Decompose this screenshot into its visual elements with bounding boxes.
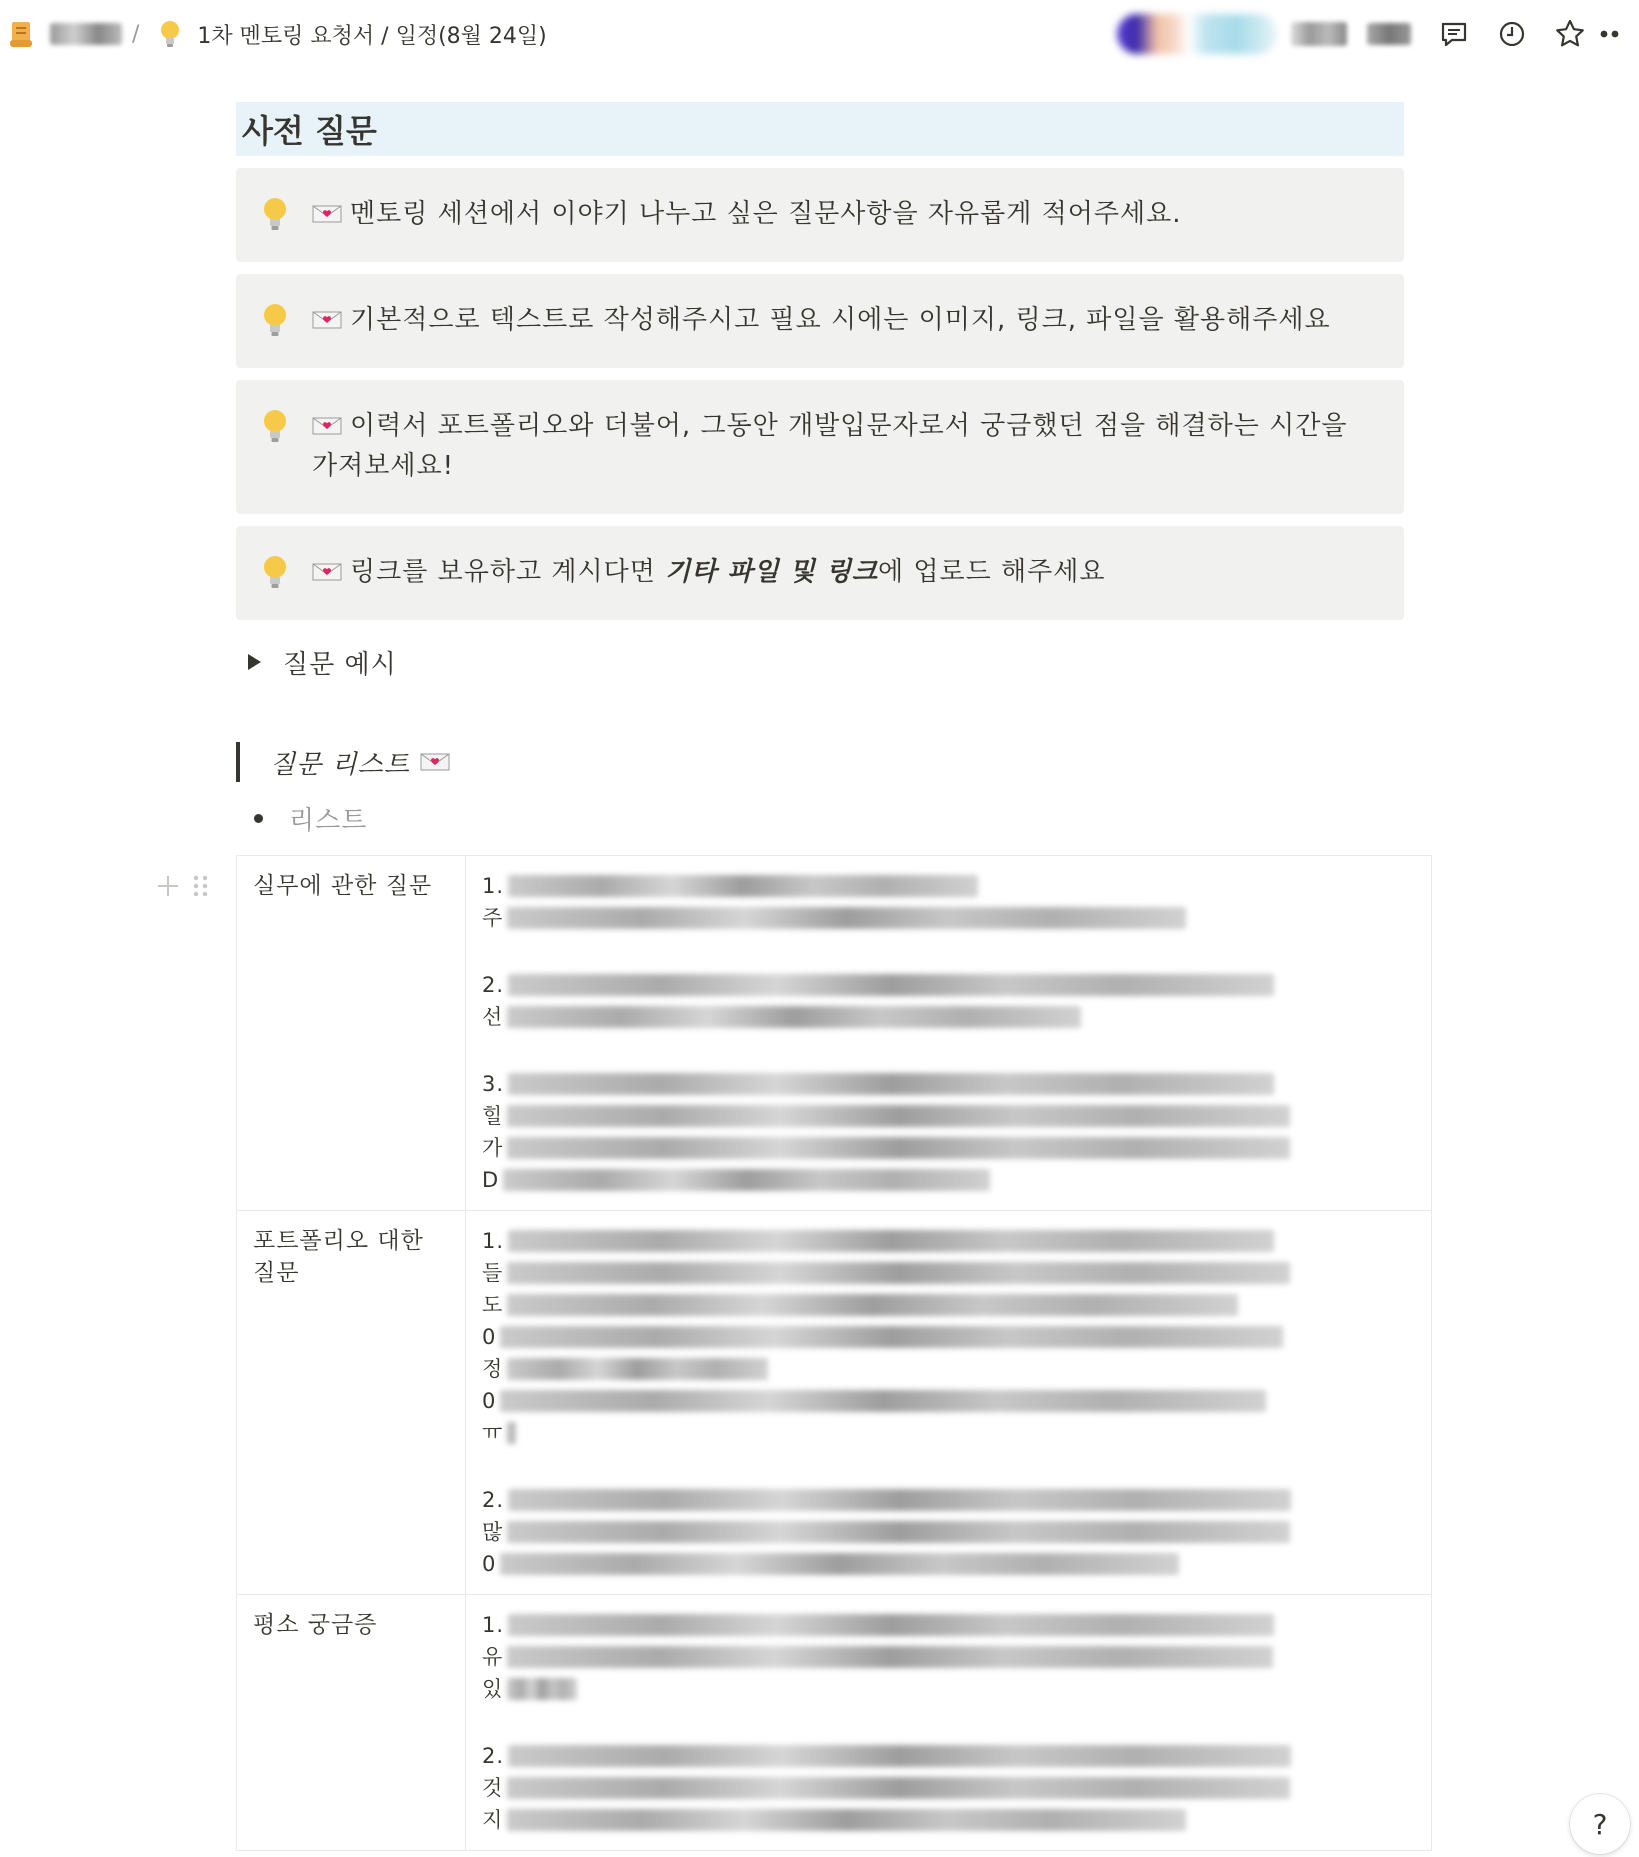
- row-label-cell[interactable]: [237, 856, 466, 1211]
- line-lead-char: 유: [482, 1645, 504, 1669]
- help-button[interactable]: ?: [1570, 1794, 1630, 1854]
- answer-cell[interactable]: [466, 1595, 1432, 1851]
- answer-line: [482, 1001, 1415, 1033]
- table-row: [237, 1211, 1432, 1595]
- line-lead-char: ㅠ: [482, 1421, 504, 1445]
- line-lead-char: 0: [482, 1389, 497, 1413]
- redacted-text: [508, 1073, 1274, 1095]
- redacted-text: [500, 1390, 1266, 1412]
- answer-line: [482, 1417, 1415, 1449]
- callout-4-text-before: 링크를 보유하고 계시다면: [350, 557, 666, 587]
- page-content: [236, 102, 1404, 840]
- love-letter-icon: [312, 416, 342, 436]
- answer-line: [482, 1068, 1415, 1100]
- redacted-text: [508, 875, 978, 897]
- row-label: 평소 궁금증: [253, 1612, 378, 1638]
- collaborator-avatars[interactable]: [1117, 14, 1277, 54]
- question-table: [236, 855, 1432, 1851]
- paragraph-gap: [482, 1705, 1415, 1740]
- history-icon[interactable]: [1483, 10, 1541, 58]
- redacted-text: [508, 1230, 1274, 1252]
- line-lead-char: 1.: [482, 874, 505, 898]
- lightbulb-icon[interactable]: [260, 406, 290, 446]
- section-heading[interactable]: 사전 질문: [236, 102, 1404, 156]
- add-block-icon[interactable]: [154, 872, 182, 900]
- answer-line: [482, 1740, 1415, 1772]
- callout-2-text: 기본적으로 텍스트로 작성해주시고 필요 시에는 이미지, 링크, 파일을 활용해주세요: [350, 305, 1331, 335]
- row-label-cell[interactable]: [237, 1211, 466, 1595]
- love-letter-icon: [312, 204, 342, 224]
- answer-line: [482, 1516, 1415, 1548]
- answer-text: [482, 1609, 1415, 1836]
- block-handle: [154, 872, 212, 900]
- paragraph-gap: [482, 1449, 1415, 1484]
- line-lead-char: 2.: [482, 1488, 505, 1512]
- redacted-text: [508, 1614, 1274, 1636]
- love-letter-icon: [312, 562, 342, 582]
- breadcrumb-separator: /: [132, 21, 140, 47]
- answer-line: [482, 1100, 1415, 1132]
- row-label: 포트폴리오 대한 질문: [253, 1228, 424, 1286]
- callout-2[interactable]: [236, 274, 1404, 368]
- answer-text: [482, 870, 1415, 1196]
- redacted-text: [507, 1809, 1186, 1831]
- answer-line: [482, 1772, 1415, 1804]
- line-lead-char: 2.: [482, 973, 505, 997]
- redacted-text: [507, 1262, 1290, 1284]
- lightbulb-icon[interactable]: [260, 552, 290, 592]
- callout-text: [312, 406, 1374, 486]
- line-lead-char: 0: [482, 1325, 497, 1349]
- line-lead-char: 1.: [482, 1229, 505, 1253]
- answer-line: [482, 1484, 1415, 1516]
- top-bar: [0, 0, 1639, 68]
- answer-line: [482, 1385, 1415, 1417]
- callout-3-text: 이력서 포트폴리오와 더불어, 그동안 개발입문자로서 궁금했던 점을 해결하는 시간을 가져보세요!: [312, 411, 1348, 481]
- answer-line: [482, 1289, 1415, 1321]
- callout-4[interactable]: [236, 526, 1404, 620]
- answer-line: [482, 1804, 1415, 1836]
- toggle-triangle-icon[interactable]: [248, 654, 261, 670]
- answer-line: [482, 969, 1415, 1001]
- lightbulb-icon[interactable]: [260, 300, 290, 340]
- comments-icon[interactable]: [1425, 10, 1483, 58]
- answer-text: [482, 1225, 1415, 1580]
- redacted-text: [507, 1006, 1081, 1028]
- scroll-icon[interactable]: [8, 18, 36, 50]
- line-lead-char: 것: [482, 1776, 504, 1800]
- table-row: [237, 1595, 1432, 1851]
- redacted-text: [507, 1777, 1290, 1799]
- answer-cell[interactable]: [466, 856, 1432, 1211]
- quote-text: 질문 리스트: [270, 749, 410, 780]
- answer-line: [482, 1609, 1415, 1641]
- line-lead-char: 들: [482, 1261, 504, 1285]
- line-lead-char: 3.: [482, 1072, 505, 1096]
- love-letter-icon: [312, 310, 342, 330]
- callout-4-emphasis: 기타 파일 및 링크: [665, 557, 879, 587]
- answer-line: [482, 1257, 1415, 1289]
- callout-3[interactable]: [236, 380, 1404, 514]
- quote-block[interactable]: [236, 742, 1404, 782]
- callout-1[interactable]: [236, 168, 1404, 262]
- redacted-text: [507, 1137, 1290, 1159]
- answer-line: [482, 1321, 1415, 1353]
- answer-line: [482, 1353, 1415, 1385]
- love-letter-icon: [420, 752, 450, 772]
- paragraph-gap: [482, 1033, 1415, 1068]
- current-page-title[interactable]: 1차 멘토링 요청서 / 일정(8월 24일): [197, 23, 547, 49]
- bullet-dot: [254, 814, 263, 823]
- answer-line: [482, 1673, 1415, 1705]
- callout-1-text: 멘토링 세션에서 이야기 나누고 싶은 질문사항을 자유롭게 적어주세요.: [350, 199, 1182, 229]
- answer-cell[interactable]: [466, 1211, 1432, 1595]
- lightbulb-icon: [157, 19, 183, 49]
- more-icon[interactable]: [1599, 10, 1639, 58]
- table-row: [237, 856, 1432, 1211]
- line-lead-char: 지: [482, 1808, 504, 1832]
- row-label: 실무에 관한 질문: [253, 873, 433, 899]
- redacted-text: [507, 1422, 516, 1444]
- redacted-text: [508, 1489, 1291, 1511]
- answer-line: [482, 870, 1415, 902]
- answer-line: [482, 1132, 1415, 1164]
- line-lead-char: 힐: [482, 1104, 504, 1128]
- bullet-list-item[interactable]: [236, 796, 1404, 840]
- line-lead-char: 선: [482, 1005, 504, 1029]
- answer-line: [482, 1641, 1415, 1673]
- redacted-text: [503, 1169, 990, 1191]
- redacted-text: [507, 1678, 577, 1700]
- answer-line: [482, 1548, 1415, 1580]
- callout-text: [312, 194, 1374, 234]
- redacted-text: [500, 1553, 1179, 1575]
- lightbulb-icon[interactable]: [260, 194, 290, 234]
- line-lead-char: 있: [482, 1677, 504, 1701]
- paragraph-gap: [482, 934, 1415, 969]
- top-right-controls: [1117, 10, 1639, 58]
- redacted-text: [508, 974, 1274, 996]
- parent-page-link[interactable]: [50, 23, 122, 45]
- line-lead-char: 정: [482, 1357, 504, 1381]
- callout-text: [312, 552, 1374, 592]
- redacted-text: [507, 1646, 1273, 1668]
- redacted-text: [507, 1358, 768, 1380]
- drag-handle-icon[interactable]: [190, 872, 212, 900]
- line-lead-char: 도: [482, 1293, 504, 1317]
- bullet-text: 리스트: [289, 805, 368, 836]
- line-lead-char: D: [482, 1168, 500, 1192]
- line-lead-char: 주: [482, 906, 504, 930]
- redacted-text: [507, 1105, 1290, 1127]
- answer-line: [482, 1225, 1415, 1257]
- share-button[interactable]: [1291, 22, 1347, 46]
- redacted-text: [508, 1745, 1291, 1767]
- redacted-text: [507, 1294, 1238, 1316]
- line-lead-char: 많: [482, 1520, 504, 1544]
- line-lead-char: 1.: [482, 1613, 505, 1637]
- breadcrumb: [8, 14, 547, 54]
- answer-line: [482, 902, 1415, 934]
- answer-line: [482, 1164, 1415, 1196]
- toggle-question-examples[interactable]: [236, 636, 1404, 688]
- callout-text: [312, 300, 1374, 340]
- redacted-text: [507, 1521, 1290, 1543]
- redacted-text: [500, 1326, 1283, 1348]
- edited-label: [1367, 23, 1411, 45]
- row-label-cell[interactable]: [237, 1595, 466, 1851]
- line-lead-char: 가: [482, 1136, 504, 1160]
- line-lead-char: 0: [482, 1552, 497, 1576]
- line-lead-char: 2.: [482, 1744, 505, 1768]
- toggle-label: 질문 예시: [283, 649, 397, 680]
- star-icon[interactable]: [1541, 10, 1599, 58]
- callout-4-text-after: 에 업로드 해주세요: [878, 557, 1106, 587]
- redacted-text: [507, 907, 1186, 929]
